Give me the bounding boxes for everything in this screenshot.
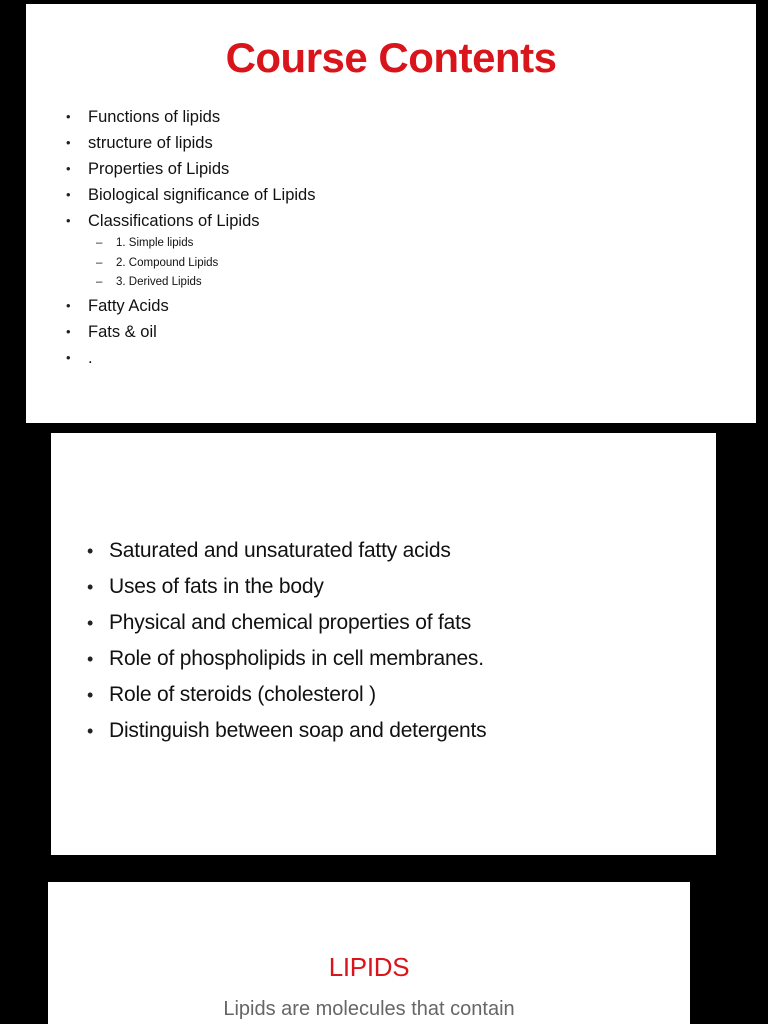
- list-item-text: Uses of fats in the body: [109, 575, 324, 598]
- list-item-text: Classifications of Lipids: [88, 212, 260, 230]
- list-item-text: Functions of lipids: [88, 108, 221, 126]
- sub-list-item: [66, 273, 666, 293]
- bullet-icon: •: [66, 187, 71, 202]
- list-item: [87, 641, 687, 677]
- list-item: [87, 533, 687, 569]
- list-item-text: Fatty Acids: [88, 296, 169, 315]
- list-item-text: Physical and chemical properties of fats: [109, 611, 472, 634]
- slide-course-contents: [26, 4, 756, 423]
- list-item-text: Role of phospholipids in cell membranes.: [109, 647, 484, 670]
- bullet-icon: •: [87, 613, 94, 633]
- bullet-icon: •: [66, 161, 71, 176]
- bullet-icon: •: [87, 649, 94, 669]
- list-item: [87, 713, 687, 749]
- bullet-icon: •: [87, 541, 94, 561]
- bullet-icon: •: [87, 721, 94, 741]
- list-item-text: Biological significance of Lipids: [88, 186, 316, 204]
- bullet-icon: •: [87, 577, 94, 597]
- list-item-text: Distinguish between soap and detergents: [109, 719, 487, 742]
- bullet-icon: •: [66, 297, 71, 313]
- list-item-text: structure of lipids: [88, 134, 213, 152]
- sub-list-item-text: 2. Compound Lipids: [116, 256, 219, 269]
- dash-icon: –: [96, 276, 103, 288]
- dash-icon: –: [96, 256, 103, 269]
- list-item: [66, 156, 666, 182]
- slide-title: Course Contents: [225, 34, 557, 81]
- dash-icon: –: [96, 237, 103, 249]
- list-item: [87, 605, 687, 641]
- list-item: [66, 208, 666, 234]
- bullet-list: [66, 104, 666, 371]
- list-item-text: Role of steroids (cholesterol ): [109, 683, 376, 706]
- list-item: [66, 319, 666, 345]
- sub-list-item-text: 3. Derived Lipids: [116, 276, 202, 288]
- sub-list-item-text: 1. Simple lipids: [116, 237, 194, 249]
- bullet-icon: •: [66, 323, 71, 339]
- list-item-text: Fats & oil: [88, 322, 157, 341]
- list-item: [87, 677, 687, 713]
- slide-lipids: [48, 882, 690, 1024]
- bullet-list: [87, 533, 687, 749]
- list-item: [66, 293, 666, 319]
- slide-topics: [51, 433, 716, 855]
- slide-subtitle: Lipids are molecules that contain: [223, 998, 515, 1020]
- bullet-icon: •: [66, 349, 71, 365]
- list-item-text: Saturated and unsaturated fatty acids: [109, 539, 451, 562]
- bullet-icon: •: [66, 135, 71, 150]
- list-item: [66, 345, 666, 371]
- list-item-text: Properties of Lipids: [88, 160, 230, 178]
- list-item: [66, 182, 666, 208]
- bullet-icon: •: [66, 213, 71, 228]
- bullet-icon: •: [87, 685, 94, 705]
- sub-list-item: [66, 254, 666, 274]
- list-item: [66, 130, 666, 156]
- list-item: [66, 104, 666, 130]
- sub-list-item: [66, 234, 666, 254]
- slide-title: LIPIDS: [328, 952, 410, 982]
- list-item: [87, 569, 687, 605]
- list-item-text: .: [88, 348, 93, 367]
- bullet-icon: •: [66, 109, 71, 124]
